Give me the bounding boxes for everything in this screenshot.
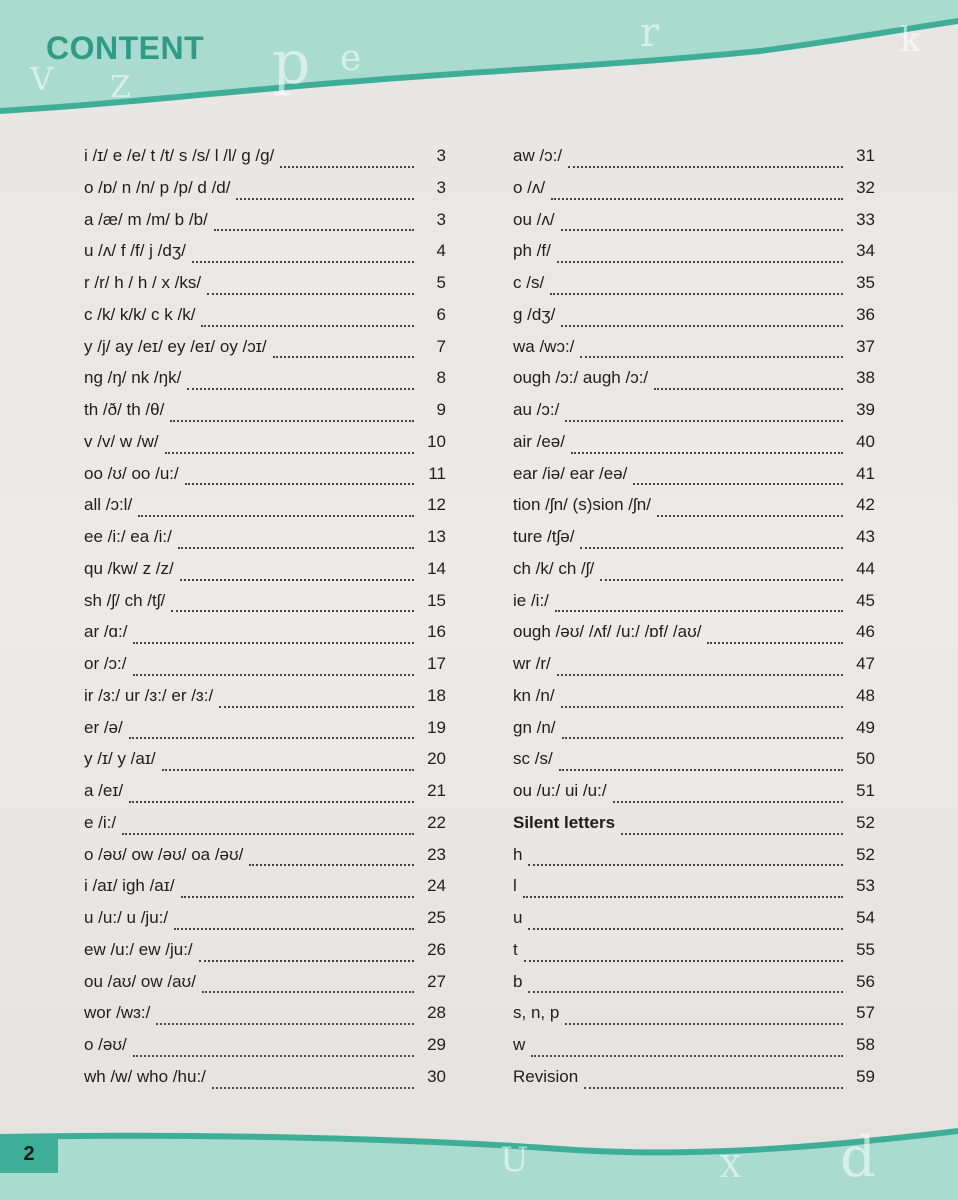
toc-entry-label: i /aɪ/ igh /aɪ/ (84, 876, 175, 896)
toc-entry (513, 749, 875, 781)
toc-entry (513, 273, 875, 305)
toc-entry (513, 622, 875, 654)
dot-leader (633, 483, 843, 485)
toc-entry-page: 11 (428, 463, 446, 483)
toc-entry-page: 29 (427, 1035, 446, 1054)
dot-leader (565, 1023, 843, 1025)
toc-entry-label: w (513, 1035, 526, 1054)
toc-entry (513, 146, 875, 178)
toc-entry-label: sc /s/ (513, 749, 553, 769)
toc-entry-page: 22 (427, 812, 446, 832)
toc-entry-page: 40 (856, 431, 875, 451)
toc-entry (84, 273, 446, 305)
toc-entry (513, 495, 875, 527)
toc-entry (84, 1003, 446, 1035)
toc-entry-label: u /u:/ u /ju:/ (84, 908, 169, 927)
toc-entry-label: aw /ɔ:/ (513, 146, 563, 165)
toc-entry (84, 940, 446, 972)
toc-entry-label: ie /i:/ (513, 590, 549, 610)
toc-entry-label: wa /wɔ:/ (513, 336, 575, 356)
toc-entry-page: 16 (427, 622, 446, 642)
toc-entry (84, 337, 446, 369)
dot-leader (138, 515, 414, 517)
toc-entry-page: 41 (856, 463, 875, 483)
toc-entry (84, 1067, 446, 1099)
dot-leader (561, 229, 843, 231)
toc-entry (84, 146, 446, 178)
toc-entry-label: ear /iə/ ear /eə/ (513, 463, 628, 483)
toc-entry-page: 12 (427, 495, 446, 515)
toc-entry-label: wh /w/ who /hu:/ (84, 1066, 206, 1086)
toc-entry-label: ph /f/ (513, 241, 551, 261)
toc-entry-label: v /v/ w /w/ (84, 431, 159, 451)
toc-entry-label: or /ɔ:/ (84, 654, 127, 673)
toc-entry (513, 781, 875, 813)
toc-entry-page: 59 (856, 1066, 875, 1086)
toc-entry (513, 718, 875, 750)
toc-entry-label: ar /ɑ:/ (84, 622, 128, 642)
toc-entry (84, 876, 446, 908)
dot-leader (280, 166, 414, 168)
toc-entry (513, 908, 875, 940)
toc-entry (513, 940, 875, 972)
dot-leader (185, 483, 414, 485)
dot-leader (531, 1055, 843, 1057)
toc-entry (84, 845, 446, 877)
toc-entry-page: 25 (427, 908, 446, 927)
toc-entry-label: ough /ɔ:/ augh /ɔ:/ (513, 368, 649, 388)
toc-entry-label: ng /ŋ/ nk /ŋk/ (84, 368, 182, 388)
toc-entry-page: 3 (436, 177, 446, 197)
toc-entry-label: t (513, 939, 518, 959)
toc-entry-page: 58 (856, 1035, 875, 1054)
toc-entry (84, 718, 446, 750)
toc-section-heading: Silent letters (513, 812, 616, 832)
toc-entry (84, 622, 446, 654)
toc-entry-page: 6 (436, 304, 446, 324)
dot-leader (562, 737, 843, 739)
dot-leader (568, 166, 843, 168)
dot-leader (181, 896, 414, 898)
toc-entry (513, 210, 875, 242)
toc-entry-label: Revision (513, 1066, 579, 1086)
dot-leader (202, 991, 414, 993)
toc-entry-page: 34 (856, 241, 875, 261)
toc-entry-label: th /ð/ th /θ/ (84, 400, 165, 419)
deco-letter-r: r (640, 10, 660, 56)
toc-entry-page: 53 (856, 876, 875, 896)
toc-entry-page: 3 (436, 209, 446, 229)
toc-entry-page: 51 (856, 781, 875, 800)
toc-entry-label: wor /wɜ:/ (84, 1003, 151, 1023)
dot-leader (187, 388, 414, 390)
toc-entry (84, 1035, 446, 1067)
toc-entry-page: 20 (427, 749, 446, 769)
toc-entry-label: kn /n/ (513, 685, 555, 705)
toc-entry-page: 17 (427, 654, 446, 673)
toc-entry-label: ture /tʃə/ (513, 527, 575, 546)
toc-entry (84, 178, 446, 210)
toc-entry (84, 368, 446, 400)
dot-leader (178, 547, 414, 549)
deco-letter-e: e (340, 38, 362, 79)
toc-entry-label: o /ʌ/ (513, 177, 546, 197)
dot-leader (180, 579, 414, 581)
toc-entry-label: ou /u:/ ui /u:/ (513, 781, 607, 800)
toc-entry-page: 28 (427, 1003, 446, 1023)
toc-entry-page: 36 (856, 304, 875, 324)
dot-leader (657, 515, 843, 517)
toc-entry (84, 210, 446, 242)
toc-entry-label: b (513, 971, 523, 991)
toc-entry-page: 14 (427, 558, 446, 578)
dot-leader (133, 642, 414, 644)
dot-leader (212, 1087, 414, 1089)
toc-entry (513, 654, 875, 686)
toc-entry-label: ou /aʊ/ ow /aʊ/ (84, 971, 196, 991)
toc-entry-page: 56 (856, 971, 875, 991)
toc-entry (84, 813, 446, 845)
toc-entry (84, 527, 446, 559)
toc-entry-page: 33 (856, 209, 875, 229)
toc-entry-page: 31 (856, 146, 875, 165)
toc-entry-label: h (513, 844, 523, 864)
toc-entry-page: 18 (427, 685, 446, 705)
toc-left-column (84, 146, 446, 1099)
toc-entry (513, 972, 875, 1004)
toc-entry-page: 46 (856, 622, 875, 642)
dot-leader (523, 896, 843, 898)
dot-leader (528, 864, 843, 866)
toc-entry-page: 50 (856, 749, 875, 769)
dot-leader (524, 960, 843, 962)
toc-entry-page: 37 (856, 336, 875, 356)
toc-entry (84, 400, 446, 432)
toc-entry-page: 55 (856, 939, 875, 959)
toc-entry-label: l (513, 876, 517, 896)
dot-leader (584, 1087, 843, 1089)
toc-entry-page: 4 (436, 241, 446, 261)
dot-leader (561, 325, 843, 327)
toc-entry (513, 337, 875, 369)
toc-entry-page: 52 (856, 844, 875, 864)
toc-entry-label: g /dʒ/ (513, 304, 556, 324)
dot-leader (236, 198, 414, 200)
toc-entry-label: c /k/ k/k/ c k /k/ (84, 304, 196, 324)
dot-leader (207, 293, 414, 295)
toc-entry-label: u (513, 908, 523, 927)
dot-leader (273, 356, 414, 358)
toc-entry (513, 559, 875, 591)
toc-entry-label: a /æ/ m /m/ b /b/ (84, 209, 208, 229)
toc-entry (84, 464, 446, 496)
toc-entry-page: 45 (856, 590, 875, 610)
dot-leader (133, 674, 414, 676)
toc-entry (84, 241, 446, 273)
toc-entry-page: 3 (436, 146, 446, 165)
toc-entry-label: a /eɪ/ (84, 781, 124, 800)
toc-entry (84, 781, 446, 813)
toc-entry-label: c /s/ (513, 273, 545, 292)
page-number: 2 (0, 1135, 58, 1173)
toc-entry-page: 24 (427, 876, 446, 896)
dot-leader (550, 293, 843, 295)
dot-leader (165, 452, 414, 454)
toc-entry (513, 527, 875, 559)
toc-entry-page: 26 (427, 939, 446, 959)
toc-entry (513, 464, 875, 496)
deco-letter-u: U (500, 1140, 529, 1180)
toc-entry (84, 972, 446, 1004)
dot-leader (571, 452, 843, 454)
dot-leader (156, 1023, 414, 1025)
dot-leader (559, 769, 843, 771)
deco-letter-p: d (840, 1125, 876, 1190)
toc-entry-label: ew /u:/ ew /ju:/ (84, 939, 193, 959)
dot-leader (561, 706, 843, 708)
dot-leader (600, 579, 843, 581)
toc-entry-page: 7 (436, 336, 446, 356)
toc-entry (513, 1067, 875, 1099)
toc-entry-label: i /ɪ/ e /e/ t /t/ s /s/ l /l/ g /g/ (84, 146, 275, 165)
toc-entry-label: o /əʊ/ ow /əʊ/ oa /əʊ/ (84, 844, 244, 864)
toc-entry (513, 178, 875, 210)
dot-leader (580, 547, 843, 549)
toc-entry-label: au /ɔ:/ (513, 400, 560, 419)
dot-leader (557, 674, 843, 676)
toc-entry (84, 749, 446, 781)
toc-entry (513, 591, 875, 623)
dot-leader (170, 420, 414, 422)
toc-entry-label: ough /əʊ/ /ʌf/ /u:/ /ɒf/ /aʊ/ (513, 622, 702, 642)
deco-letter-z: Z (110, 70, 131, 105)
dot-leader (201, 325, 414, 327)
toc-entry (513, 241, 875, 273)
deco-letter-d: p (272, 28, 311, 98)
toc-entry-label: ch /k/ ch /ʃ/ (513, 558, 595, 578)
toc-entry (84, 305, 446, 337)
dot-leader (249, 864, 414, 866)
toc-entry-page: 15 (427, 590, 446, 610)
page-title: CONTENT (46, 30, 205, 66)
deco-letter-v: V (30, 60, 54, 98)
dot-leader (557, 261, 843, 263)
toc-entry-page: 27 (427, 971, 446, 991)
dot-leader (551, 198, 843, 200)
toc-entry-label: wr /r/ (513, 654, 551, 673)
dot-leader (555, 610, 843, 612)
toc-entry (84, 495, 446, 527)
dot-leader (214, 229, 414, 231)
dot-leader (613, 801, 843, 803)
toc-entry-label: u /ʌ/ f /f/ j /dʒ/ (84, 241, 186, 261)
toc-entry (513, 1035, 875, 1067)
toc-entry (84, 686, 446, 718)
toc-entry-label: s, n, p (513, 1003, 560, 1023)
dot-leader (122, 833, 414, 835)
toc-entry-page: 52 (856, 812, 875, 832)
dot-leader (219, 706, 414, 708)
toc-entry-label: y /ɪ/ y /aɪ/ (84, 749, 156, 769)
toc-entry (513, 368, 875, 400)
toc-entry-label: all /ɔ:l/ (84, 495, 133, 515)
toc-entry-page: 35 (856, 273, 875, 292)
dot-leader (192, 261, 414, 263)
dot-leader (129, 737, 414, 739)
toc-entry (513, 845, 875, 877)
toc-entry-page: 42 (856, 495, 875, 515)
toc-entry (84, 559, 446, 591)
toc-entry (513, 813, 875, 845)
toc-entry (84, 591, 446, 623)
toc-entry-page: 39 (856, 400, 875, 419)
dot-leader (528, 928, 843, 930)
dot-leader (565, 420, 843, 422)
toc-entry-label: gn /n/ (513, 717, 556, 737)
toc-entry-label: tion /ʃn/ (s)sion /ʃn/ (513, 495, 651, 515)
toc-entry (84, 908, 446, 940)
toc-entry-page: 19 (427, 717, 446, 737)
toc-entry-label: o /əʊ/ (84, 1035, 127, 1054)
dot-leader (133, 1055, 414, 1057)
toc-entry-page: 21 (427, 781, 446, 800)
dot-leader (174, 928, 414, 930)
toc-entry-page: 32 (856, 177, 875, 197)
footer-band (0, 1120, 958, 1200)
toc-entry-page: 49 (856, 717, 875, 737)
toc-entry-page: 38 (856, 368, 875, 388)
toc-entry-label: oo /ʊ/ oo /u:/ (84, 463, 179, 483)
toc-entry-page: 54 (856, 908, 875, 927)
toc-entry (84, 654, 446, 686)
dot-leader (580, 356, 843, 358)
toc-entry (513, 876, 875, 908)
dot-leader (707, 642, 843, 644)
toc-entry-page: 5 (436, 273, 446, 292)
toc-entry-label: ee /i:/ ea /i:/ (84, 527, 172, 546)
toc-entry-page: 48 (856, 685, 875, 705)
toc-entry-page: 30 (427, 1066, 446, 1086)
dot-leader (162, 769, 414, 771)
dot-leader (654, 388, 843, 390)
toc-entry (513, 432, 875, 464)
toc-entry (513, 305, 875, 337)
toc-entry-page: 8 (436, 368, 446, 388)
dot-leader (171, 610, 414, 612)
toc-entry-page: 57 (856, 1003, 875, 1023)
dot-leader (621, 833, 843, 835)
toc-entry-label: y /j/ ay /eɪ/ ey /eɪ/ oy /ɔɪ/ (84, 336, 267, 356)
toc-entry-page: 9 (436, 400, 446, 419)
toc-entry (513, 1003, 875, 1035)
toc-entry-page: 44 (856, 558, 875, 578)
toc-entry-label: air /eə/ (513, 431, 565, 451)
toc-entry-label: o /ɒ/ n /n/ p /p/ d /d/ (84, 177, 231, 197)
toc-entry-page: 47 (856, 654, 875, 673)
toc-entry-label: ir /ɜ:/ ur /ɜ:/ er /ɜ:/ (84, 685, 214, 705)
toc-entry-label: ou /ʌ/ (513, 209, 555, 229)
toc-entry (513, 400, 875, 432)
toc-right-column (513, 146, 875, 1099)
deco-letter-x: X (720, 1150, 742, 1185)
toc-entry-page: 43 (856, 527, 875, 546)
toc-entry-label: sh /ʃ/ ch /tʃ/ (84, 590, 166, 610)
toc-entry-label: qu /kw/ z /z/ (84, 558, 174, 578)
toc-entry-label: e /i:/ (84, 812, 117, 832)
toc-entry-page: 23 (427, 844, 446, 864)
toc-entry-label: r /r/ h / h / x /ks/ (84, 273, 202, 292)
toc-entry-page: 13 (427, 527, 446, 546)
dot-leader (528, 991, 843, 993)
toc-entry (84, 432, 446, 464)
dot-leader (129, 801, 414, 803)
deco-letter-k: k (900, 20, 921, 60)
toc-entry (513, 686, 875, 718)
toc-entry-page: 10 (427, 431, 446, 451)
dot-leader (199, 960, 414, 962)
toc-entry-label: er /ə/ (84, 717, 123, 737)
